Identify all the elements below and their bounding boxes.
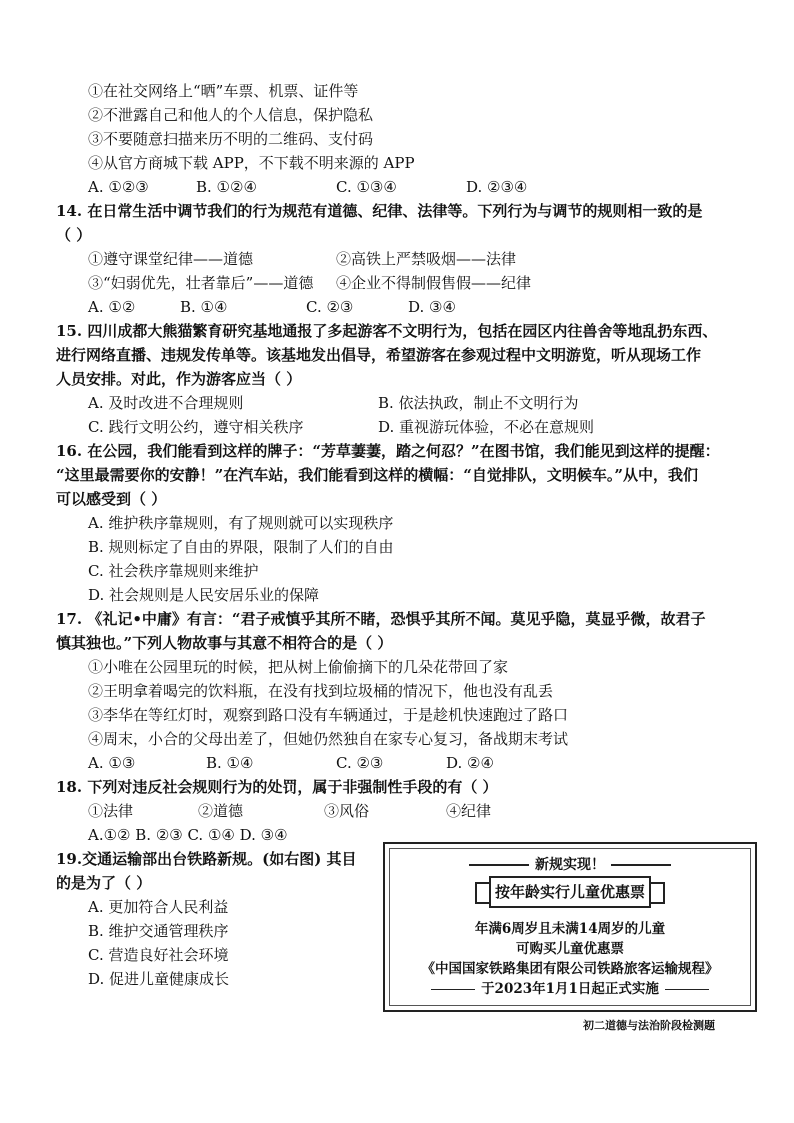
q13-choice-d: D. ②③④ xyxy=(466,178,528,196)
q13-option-2: ②不泄露自己和他人的个人信息，保护隐私 xyxy=(88,106,374,124)
q13-option-1: ①在社交网络上“晒”车票、机票、证件等 xyxy=(88,82,359,100)
page-footer: 初二道德与法治阶段检测题 xyxy=(583,1019,715,1032)
q15-stem-line-1: 15. 四川成都大熊猫繁育研究基地通报了多起游客不文明行为，包括在园区内往兽舍等地乱扔东西、 xyxy=(56,322,718,340)
notice-line-1: 年满6周岁且未满14周岁的儿童 xyxy=(474,921,666,937)
q15-stem-line-3: 人员安排。对此，作为游客应当（ ） xyxy=(56,370,302,388)
notice-ribbon-banner xyxy=(475,876,665,908)
q19-choice-c: C. 营造良好社会环境 xyxy=(88,946,229,964)
q14-stem-line-1: 14. 在日常生活中调节我们的行为规范有道德、纪律、法律等。下列行为与调节的规则相一致的是 xyxy=(56,202,703,220)
q14-option-3: ③“妇弱优先，壮者靠后”——道德 xyxy=(88,274,314,292)
q19-choice-a: A. 更加符合人民利益 xyxy=(88,898,229,916)
q17-stem-line-1: 17. 《礼记•中庸》有言：“君子戒慎乎其所不睹，恐惧乎其所不闻。莫见乎隐，莫显乎微，故君子 xyxy=(56,610,706,628)
q13-choice-b: B. ①②④ xyxy=(196,178,257,196)
q15-choice-d: D. 重视游玩体验，不必在意规则 xyxy=(378,418,595,436)
q17-choice-b: B. ①④ xyxy=(206,754,254,772)
notice-line-4 xyxy=(385,980,755,998)
q17-stem-line-2: 慎其独也。”下列人物故事与其意不相符合的是（ ） xyxy=(56,634,393,652)
ribbon-label: 按年龄实行儿童优惠票 xyxy=(489,876,651,908)
q17-option-2: ②王明拿着喝完的饮料瓶，在没有找到垃圾桶的情况下，他也没有乱丢 xyxy=(88,682,554,700)
q19-stem-line-1: 19.交通运输部出台铁路新规。(如右图) 其目 xyxy=(56,850,357,868)
notice-header xyxy=(385,854,755,874)
q15-stem-line-2: 进行网络直播、违规发传单等。该基地发出倡导，希望游客在参观过程中文明游览，听从现场工作 xyxy=(56,346,702,364)
header-rule-right xyxy=(611,864,671,866)
notice-line-3: 《中国国家铁路集团有限公司铁路旅客运输规程》 xyxy=(421,961,719,977)
q16-stem-line-1: 16. 在公园，我们能看到这样的牌子：“芳草萋萋，踏之何忍？”在图书馆，我们能见到这样的提醒： xyxy=(56,442,720,460)
q16-choice-a: A. 维护秩序靠规则，有了规则就可以实现秩序 xyxy=(88,514,394,532)
q17-option-4: ④周末，小合的父母出差了，但她仍然独自在家专心复习，备战期末考试 xyxy=(88,730,569,748)
q18-stem: 18. 下列对违反社会规则行为的处罚，属于非强制性手段的有（ ） xyxy=(56,778,498,796)
header-rule-left xyxy=(469,864,529,866)
q13-choice-a: A. ①②③ xyxy=(88,178,149,196)
q18-option-4: ④纪律 xyxy=(446,802,492,820)
q16-choice-c: C. 社会秩序靠规则来维护 xyxy=(88,562,259,580)
q17-choice-a: A. ①③ xyxy=(88,754,136,772)
q17-choice-c: C. ②③ xyxy=(336,754,384,772)
q16-choice-d: D. 社会规则是人民安居乐业的保障 xyxy=(88,586,320,604)
q18-option-3: ③风俗 xyxy=(324,802,370,820)
q18-choices: A.①② B. ②③ C. ①④ D. ③④ xyxy=(88,826,288,844)
q17-choice-d: D. ②④ xyxy=(446,754,494,772)
notice-line-2: 可购买儿童优惠票 xyxy=(516,941,624,957)
q14-option-4: ④企业不得制假售假——纪律 xyxy=(336,274,532,292)
q16-stem-line-2: “这里最需要你的安静！”在汽车站，我们能看到这样的横幅：“自觉排队，文明候车。”从中，我们 xyxy=(56,466,699,484)
q14-option-1: ①遵守课堂纪律——道德 xyxy=(88,250,254,268)
q15-choice-a: A. 及时改进不合理规则 xyxy=(88,394,244,412)
q13-option-3: ③不要随意扫描来历不明的二维码、支付码 xyxy=(88,130,374,148)
q14-option-2: ②高铁上严禁吸烟——法律 xyxy=(336,250,517,268)
footer-rule-left xyxy=(431,989,475,990)
q15-choice-c: C. 践行文明公约，遵守相关秩序 xyxy=(88,418,304,436)
q14-choice-a: A. ①② xyxy=(88,298,136,316)
q16-choice-b: B. 规则标定了自由的界限，限制了人们的自由 xyxy=(88,538,394,556)
q13-choice-c: C. ①③④ xyxy=(336,178,397,196)
footer-rule-right xyxy=(665,989,709,990)
q18-option-2: ②道德 xyxy=(198,802,244,820)
q15-choice-b: B. 依法执政，制止不文明行为 xyxy=(378,394,579,412)
q14-choice-c: C. ②③ xyxy=(306,298,354,316)
q14-stem-line-2: （ ） xyxy=(56,226,92,244)
q18-option-1: ①法律 xyxy=(88,802,134,820)
q17-option-1: ①小唯在公园里玩的时候，把从树上偷偷摘下的几朵花带回了家 xyxy=(88,658,509,676)
notice-line-4-text: 于2023年1月1日起正式实施 xyxy=(481,981,659,997)
q14-choice-b: B. ①④ xyxy=(180,298,228,316)
q19-choice-b: B. 维护交通管理秩序 xyxy=(88,922,229,940)
rail-policy-notice xyxy=(383,842,757,1012)
q13-option-4: ④从官方商城下载 APP，不下载不明来源的 APP xyxy=(88,154,415,172)
notice-header-text: 新规实现！ xyxy=(535,857,605,873)
q14-choice-d: D. ③④ xyxy=(408,298,456,316)
q16-stem-line-3: 可以感受到（ ） xyxy=(56,490,167,508)
q19-stem-line-2: 的是为了（ ） xyxy=(56,874,152,892)
q17-option-3: ③李华在等红灯时，观察到路口没有车辆通过，于是趁机快速跑过了路口 xyxy=(88,706,569,724)
q19-choice-d: D. 促进儿童健康成长 xyxy=(88,970,230,988)
